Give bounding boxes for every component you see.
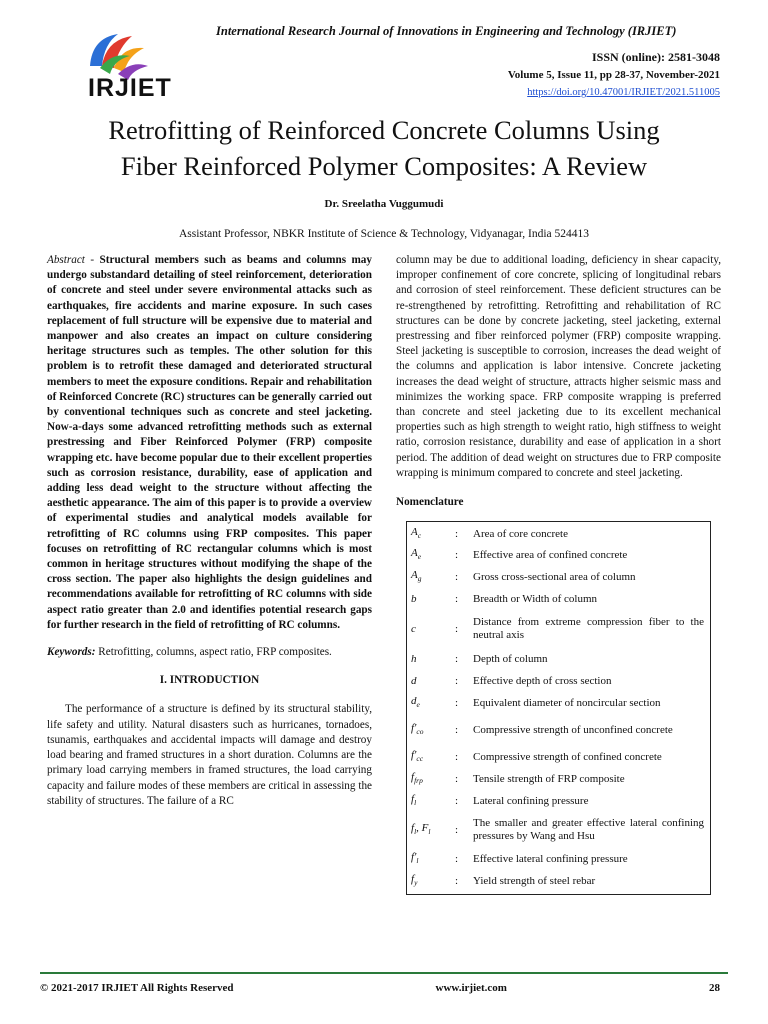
website-link[interactable]: www.irjiet.com	[435, 982, 507, 994]
copyright: © 2021-2017 IRJIET All Rights Reserved	[40, 982, 234, 994]
nomenclature-symbol: $f'_{co}$	[411, 721, 424, 737]
nomenclature-row	[411, 610, 704, 648]
nomenclature-colon: :	[455, 750, 459, 763]
nomenclature-row	[411, 714, 704, 746]
nomenclature-colon: :	[455, 592, 459, 605]
nomenclature-definition: Effective area of confined concrete	[473, 548, 628, 561]
abstract: Abstract - Structural members such as beams and columns may undergo substandard detailing of steel reinforcement, deterioration of concrete and steel under severe environmental attacks such as earthquakes, fire accidents and marine exposure. In such cases replacement of full structure will be expensive due to material and manpower and also creates an impact on culture considering heritage structures such as temples. The other solution for this problem is to retrofit these damaged and deteriorated structural members to meet the exposure conditions. Repair and rehabilitation of Reinforced Concrete (RC) structures can be generally carried out by conventional techniques such as concrete and steel jacketing. Now-a-days some advanced retrofitting methods such as external prestressing and Fiber Reinforced Polymer (FRP) composite wrapping etc. have become popular due to their excellent properties such as corrosion resistance, durability, ease of application and adding less dead weight to the structure without affecting the aesthetic appearance. The aim of this paper is to provide a overview of experimental studies and analytical models available for retrofitting of RC columns using FRP composites. This paper focuses on retrofitting of RC rectangular columns which is most common in heritage structures without modifying the shape of the cross section. The paper also highlights the design guidelines and recommendations available for retrofitting of RC columns with side aspect ratio greater than 2.0 and identifies potential research gaps for further research in the field of retrofitting of RC columns.	[47, 254, 372, 631]
nomenclature-symbol: c	[411, 622, 416, 635]
nomenclature-definition: Tensile strength of FRP composite	[473, 772, 625, 785]
doi-link[interactable]: https://doi.org/10.47001/IRJIET/2021.511005	[527, 87, 720, 98]
logo-text: IRJIET	[88, 74, 172, 102]
footer	[40, 982, 720, 994]
nomenclature-table	[406, 521, 711, 895]
nomenclature-definition: Depth of column	[473, 652, 548, 665]
nomenclature-row	[411, 692, 704, 714]
journal-title: International Research Journal of Innovations in Engineering and Technology (IRJIET)	[216, 24, 677, 38]
nomenclature-colon: :	[455, 622, 459, 635]
intro-paragraph: The performance of a structure is defined by its structural stability, life safety and utility. Natural disasters such as hurricanes, tornadoes, tsunamis, earthquakes and accidental impacts will damage and destroy load bearing and framed structures in a short duration. Columns are the primary load carrying members in framed structures, the load carrying capacity and failure modes of these members are critical in assessing the stability of structures. The failure of a RC	[47, 703, 372, 807]
nomenclature-row	[411, 525, 704, 544]
nomenclature-colon: :	[455, 674, 459, 687]
volume-info: Volume 5, Issue 11, pp 28-37, November-2021	[507, 69, 720, 81]
nomenclature-colon: :	[455, 570, 459, 583]
nomenclature-colon: :	[455, 772, 459, 785]
nomenclature-symbol: $f_{frp}$	[411, 770, 423, 786]
nomenclature-symbol: $A_c$	[411, 526, 422, 541]
nomenclature-colon: :	[455, 548, 459, 561]
nomenclature-definition: Effective depth of cross section	[473, 674, 612, 687]
nomenclature-definition: Yield strength of steel rebar	[473, 874, 596, 887]
nomenclature-symbol: $f'_l$	[411, 850, 419, 866]
nomenclature-colon: :	[455, 652, 459, 665]
left-column	[47, 253, 372, 809]
paper-title: Retrofitting of Reinforced Concrete Columns Using Fiber Reinforced Polymer Composites: A Review	[108, 115, 660, 181]
nomenclature-definition: Breadth or Width of column	[473, 592, 597, 605]
nomenclature-colon: :	[455, 696, 459, 709]
nomenclature-row	[411, 870, 704, 892]
nomenclature-heading: Nomenclature	[396, 496, 464, 509]
author-name: Dr. Sreelatha Vuggumudi	[324, 198, 444, 210]
nomenclature-symbol: h	[411, 652, 417, 665]
nomenclature-definition: Effective lateral confining pressure	[473, 852, 628, 865]
nomenclature-colon: :	[455, 528, 459, 540]
footer-divider	[40, 972, 728, 974]
nomenclature-definition: Gross cross-sectional area of column	[473, 570, 636, 583]
nomenclature-definition: Area of core concrete	[473, 528, 568, 540]
section-heading: I. INTRODUCTION	[159, 674, 260, 687]
nomenclature-row	[411, 566, 704, 588]
nomenclature-row	[411, 544, 704, 566]
nomenclature-colon: :	[455, 723, 459, 736]
nomenclature-symbol: $f_l$, $F_l$	[411, 821, 431, 837]
nomenclature-symbol: d	[411, 674, 417, 687]
nomenclature-row	[411, 670, 704, 692]
nomenclature-definition: Lateral confining pressure	[473, 794, 589, 807]
nomenclature-row	[411, 790, 704, 812]
page-number: 28	[708, 982, 720, 994]
nomenclature-row	[411, 812, 704, 848]
nomenclature-definition: The smaller and greater effective lateral confining pressures by Wang and Hsu	[473, 816, 704, 843]
nomenclature-colon: :	[455, 823, 459, 836]
nomenclature-colon: :	[455, 794, 459, 807]
nomenclature-row	[411, 746, 704, 768]
author-affiliation: Assistant Professor, NBKR Institute of Science & Technology, Vidyanagar, India 524413	[178, 228, 590, 240]
nomenclature-definition: Distance from extreme compression fiber to the neutral axis	[473, 615, 704, 642]
nomenclature-row	[411, 588, 704, 610]
nomenclature-row	[411, 648, 704, 670]
nomenclature-colon: :	[455, 874, 459, 887]
nomenclature-definition: Compressive strength of confined concrete	[473, 750, 662, 763]
journal-logo	[70, 26, 190, 106]
issn: ISSN (online): 2581-3048	[591, 50, 720, 64]
nomenclature-symbol: $f_y$	[411, 872, 418, 888]
nomenclature-symbol: $f'_{cc}$	[411, 748, 424, 764]
nomenclature-symbol: $A_e$	[411, 546, 422, 562]
nomenclature-symbol: b	[411, 592, 417, 605]
body-paragraph: column may be due to additional loading, deficiency in shear capacity, improper confinement of core concrete, splicing of longitudinal rebars and corrosion of steel reinforcement. These deficient structures can be re-strengthened by retrofitting. Retrofitting and rehabilitation of RC structures can be done by concrete jacketing, steel jacketing, external prestressing and fiber reinforced polymer (FRP) composite wrapping. Steel jacketing is susceptible to corrosion, increases the dead weight of the columns and application is labor intensive. Concrete jacketing increases the dead weight of structure, attracts higher seismic mass and minimizes the working space. FRP composite wrapping is preferred than concrete and steel jacketing due to its excellent mechanical properties such as high strength to weight ratio, high stiffness to weight ratio, corrosion resistance, durability and ease of application in a short period. The addition of dead weight on structures due to FRP composite wrapping is minimum compared to concrete and steel jacketing.	[396, 254, 721, 479]
keywords: Keywords: Retrofitting, columns, aspect ratio, FRP composites.	[47, 646, 332, 659]
nomenclature-row	[411, 848, 704, 870]
nomenclature-symbol: $f_l$	[411, 792, 417, 808]
nomenclature-symbol: $A_g$	[411, 568, 422, 584]
right-column	[396, 253, 721, 895]
nomenclature-colon: :	[455, 852, 459, 865]
nomenclature-row	[411, 768, 704, 790]
nomenclature-definition: Compressive strength of unconfined concrete	[473, 723, 673, 736]
nomenclature-symbol: $d_e$	[411, 694, 420, 710]
nomenclature-definition: Equivalent diameter of noncircular section	[473, 696, 661, 709]
